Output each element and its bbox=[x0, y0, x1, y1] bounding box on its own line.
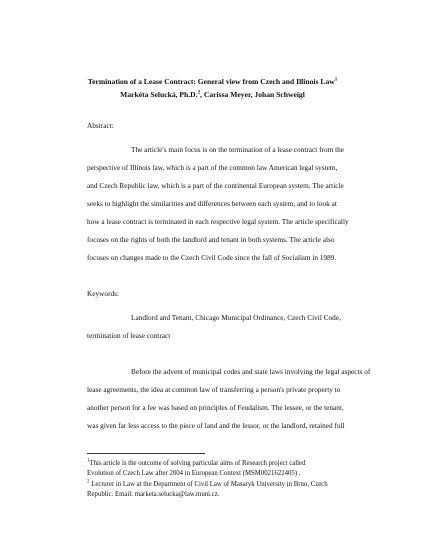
footnote-2-cont: Republic. Email: marketa.selucka@law.muni.cz. bbox=[87, 491, 220, 498]
body-line: was given far less access to the piece of land and the lessor, or the landlord, retained full bbox=[87, 421, 345, 430]
footnote-number-1: 1 bbox=[87, 458, 90, 464]
keywords-heading: Keywords: bbox=[87, 289, 120, 298]
paper-title: Termination of a Lease Contract: General view from Czech and Illinois Law$^1$ bbox=[87, 77, 338, 86]
abstract-heading: Abstract: bbox=[87, 121, 114, 130]
body-line: another person for a fee was based on principles of Feudalism. The lessee, or the tenant, bbox=[87, 403, 344, 412]
body-line: lease agreements, the idea at common law of transferring a person's private property to bbox=[87, 385, 341, 394]
author-line: Markéta Selucká, Ph.D.$^2$, Carissa Meyer, Johan Schweigl bbox=[120, 90, 305, 99]
footnote-1-cont: Evolution of Czech Law after 2004 in European Context (MSM0021622405) . bbox=[87, 470, 301, 477]
abstract-line: focuses on the rights of both the landlord and tenant in both systems. The article also bbox=[87, 235, 335, 244]
abstract-line: seeks to highlight the similarities and differences between each system, and to look at bbox=[87, 199, 337, 208]
footnote-2: $^2$ Lecturer in Law at the Department of Civil Law of Masaryk University in Brno, Czech bbox=[87, 479, 328, 488]
footnote-ref-1: 1 bbox=[334, 77, 338, 83]
footnote-divider bbox=[87, 453, 205, 454]
footnote-1: $^1$This article is the outcome of solving particular aims of Research project called bbox=[87, 458, 306, 467]
abstract-line: The article's main focus is on the termination of a lease contract from the bbox=[131, 145, 345, 154]
abstract-line: perspective of Illinois law, which is a part of the common law American legal system, bbox=[87, 163, 338, 172]
abstract-line: how a lease contract is terminated in each respective legal system. The article specifically bbox=[87, 217, 349, 226]
footnote-ref-2: 2 bbox=[197, 90, 201, 96]
abstract-line: and Czech Republic law, which is a part of the continental European system. The article bbox=[87, 181, 344, 190]
abstract-line: focuses on changes made to the Czech Civil Code since the fall of Socialism in 1989. bbox=[87, 253, 337, 262]
footnote-number-2: 2 bbox=[87, 479, 90, 485]
body-line: Before the advent of municipal codes and state laws involving the legal aspects of bbox=[131, 367, 371, 376]
keywords-line: Landlord and Tenant, Chicago Municipal Ordinance, Czech Civil Code, bbox=[131, 313, 341, 322]
keywords-line: termination of lease contract bbox=[87, 331, 171, 340]
